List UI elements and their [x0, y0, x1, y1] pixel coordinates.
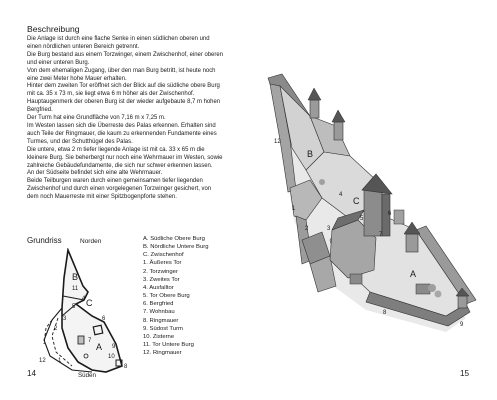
legend-item: 6. Bergfried — [143, 301, 174, 308]
legend-item: 2. Torzwinger — [143, 268, 178, 275]
castle-label: 12 — [274, 139, 281, 145]
plan-label: 4 — [82, 296, 86, 302]
castle-label: 1 — [292, 206, 296, 212]
legend-item: 12. Ringmauer — [143, 350, 182, 357]
plan-label: 12 — [39, 358, 46, 364]
plan-label: 11 — [72, 286, 79, 292]
description-line: Hauptaugenmerk der oberen Burg ist der wieder aufgebaute 8,7 m hohen — [27, 99, 221, 106]
north-label: Norden — [80, 238, 102, 245]
description-line: eine zwei Meter hohe Mauer erhalten. — [27, 75, 127, 82]
plan-label: 8 — [124, 364, 128, 370]
right-page — [248, 0, 497, 400]
legend-item: 7. Wohnbau — [143, 309, 175, 316]
plan-label: 1 — [58, 358, 62, 364]
legend-item: 4. Ausfalltor — [143, 284, 174, 291]
south-label: Süden — [78, 372, 96, 379]
description-text — [27, 36, 242, 202]
castle-label: 2 — [305, 226, 309, 232]
legend-item: 11. Tor Untere Burg — [143, 342, 194, 349]
legend-item: A. Südliche Obere Burg — [143, 236, 205, 242]
description-line: Im Westen lassen sich die Überreste des Palas erkennen. Erhalten sind — [27, 122, 216, 129]
legend-item: 5. Tor Obere Burg — [143, 293, 190, 300]
plan-label: 2 — [54, 326, 58, 332]
plan-label: B — [72, 272, 79, 282]
plan-label: A — [96, 342, 103, 352]
description-line: mit ca. 35 x 73 m, sie liegt etwa 6 m höher als der Zwischenhof. — [27, 91, 195, 98]
castle-label: 3 — [327, 226, 331, 232]
legend-item: B. Nördliche Untere Burg — [143, 244, 209, 251]
castle-label: B — [307, 149, 314, 159]
legend-item: 1. Äußeres Tor — [143, 260, 182, 267]
description-line: Die Burg bestand aus einem Torzwinger, einem Zwischenhof, einer oberen — [27, 51, 223, 58]
castle-label: 7 — [379, 232, 383, 238]
plan-label: C — [86, 298, 93, 308]
plan-label: 5 — [72, 304, 76, 310]
castle-label: 6 — [388, 211, 392, 217]
page-number: 14 — [27, 369, 37, 378]
castle-label: 8 — [383, 310, 387, 316]
plan-label: 3 — [63, 316, 67, 322]
floor-plan-legend — [143, 235, 208, 357]
castle-label: 5 — [360, 216, 364, 222]
castle-label: 4 — [339, 192, 343, 198]
legend-item: 9. Südost Turm — [143, 325, 183, 332]
legend-item: 3. Zweites Tor — [143, 276, 180, 283]
left-page — [0, 0, 248, 400]
page-number: 15 — [460, 369, 470, 378]
castle-label: C — [353, 196, 360, 206]
plan-label: 6 — [102, 316, 106, 322]
legend-item: C. Zwischenhof — [143, 252, 184, 259]
description-line: An der Südseite befindet sich eine alte Wehrmauer. — [27, 170, 163, 177]
description-line: Turmes, und der Schutthügel des Palas. — [27, 138, 133, 145]
description-line: Die untere, etwa 2 m tiefer liegende Anlage ist mit ca. 33 x 65 m die — [27, 146, 205, 153]
castle-label: 9 — [460, 322, 464, 328]
description-line: Zwischenhof und durch einen vorgelegenen Torzwinger gesichert, von — [27, 186, 212, 193]
description-line: zahlreiche Gebäudefundamente, die sich nur schwer erkennen lassen. — [27, 162, 213, 169]
plan-label: 7 — [88, 338, 92, 344]
legend-item: 10. Zisterne — [143, 333, 175, 340]
castle-illustration — [266, 60, 480, 340]
legend-item: 8. Ringmauer — [143, 317, 179, 324]
castle-label: A — [410, 269, 417, 279]
description-line: dem noch Mauerreste mit einer Spitzbogenpforte stehen. — [27, 194, 177, 201]
description-line: Der Turm hat eine Grundfläche von 7,16 m x 7,25 m. — [27, 115, 166, 122]
floor-plan-title: Grundriss — [27, 236, 62, 245]
description-line: und einer unteren Burg. — [27, 59, 90, 66]
description-line: Beide Teilburgen waren durch einen gemeinsamen tiefer liegenden — [27, 178, 203, 185]
floor-plan-labels — [36, 248, 136, 374]
description-line: kleinere Burg. Sie beherbergt nur noch eine Wehrmauer im Westen, sowie — [27, 154, 223, 161]
description-line: Bergfried. — [27, 107, 53, 114]
description-line: auch Teile der Ringmauer, die kaum zu erkennenden Fundamente eines — [27, 130, 217, 137]
section-heading: Beschreibung — [27, 24, 80, 34]
plan-label: 10 — [108, 354, 115, 360]
description-line: Von dem ehemaligen Zugang, über den man Burg betritt, ist heute noch — [27, 67, 216, 74]
description-line: Die Anlage ist durch eine flache Senke in einen südlichen oberen und — [27, 36, 210, 42]
description-line: Hinter dem zweiten Tor eröffnet sich der Blick auf die südliche obere Burg — [27, 83, 220, 90]
plan-label: 9 — [112, 344, 116, 350]
description-line: einen nördlichen unteren Bereich getrennt. — [27, 43, 140, 50]
